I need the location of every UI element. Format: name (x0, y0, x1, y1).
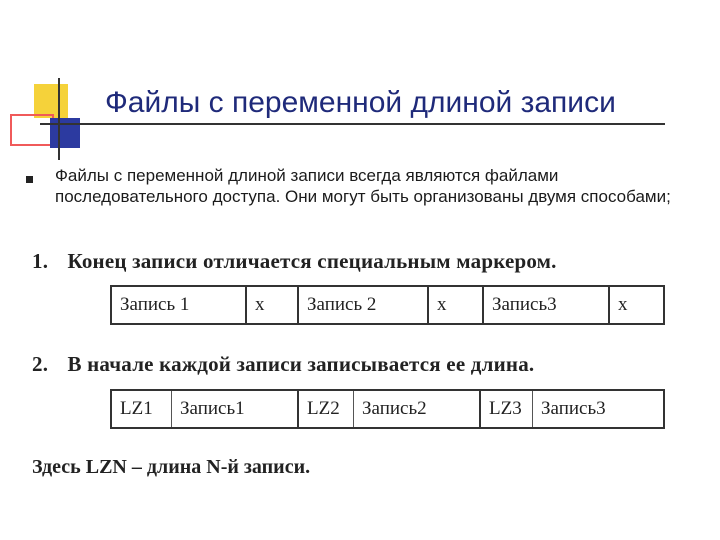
method-1-text: Конец записи отличается специальным маркером. (67, 249, 557, 273)
method-2-heading (32, 352, 534, 377)
record-cell: Запись3 (541, 398, 606, 419)
marker-cell: x (247, 287, 299, 323)
method-1-record-table (110, 285, 665, 325)
length-cell: LZ3 (481, 391, 533, 427)
marker-cell: x (429, 287, 484, 323)
record-cell: Запись 1 (112, 287, 247, 323)
record-cell: Запись1 (172, 391, 299, 427)
title-underline (40, 123, 665, 125)
record-cell: Запись 2 (299, 287, 429, 323)
decor-yellow-square (34, 84, 68, 118)
decor-red-square (10, 114, 54, 146)
record-cell: Запись2 (354, 391, 481, 427)
bullet-icon (26, 176, 33, 183)
marker-cell: x (618, 294, 628, 315)
decor-vertical-line (58, 78, 60, 160)
method-2-text: В начале каждой записи записывается ее длина. (67, 352, 535, 376)
length-cell: LZ2 (299, 391, 354, 427)
slide-body-text: Файлы с переменной длиной записи всегда являются файлами последовательного доступа. Они могут быть организованы двумя способами; (55, 166, 671, 206)
method-2-record-table (110, 389, 665, 429)
method-1-heading (32, 249, 557, 274)
method-2-number: 2. (32, 352, 49, 376)
length-cell: LZ1 (112, 391, 172, 427)
length-note: Здесь LZN – длина N-й записи. (32, 456, 311, 478)
slide-title: Файлы с переменной длиной записи (105, 86, 616, 119)
record-cell: Запись3 (484, 287, 610, 323)
method-1-number: 1. (32, 249, 49, 273)
